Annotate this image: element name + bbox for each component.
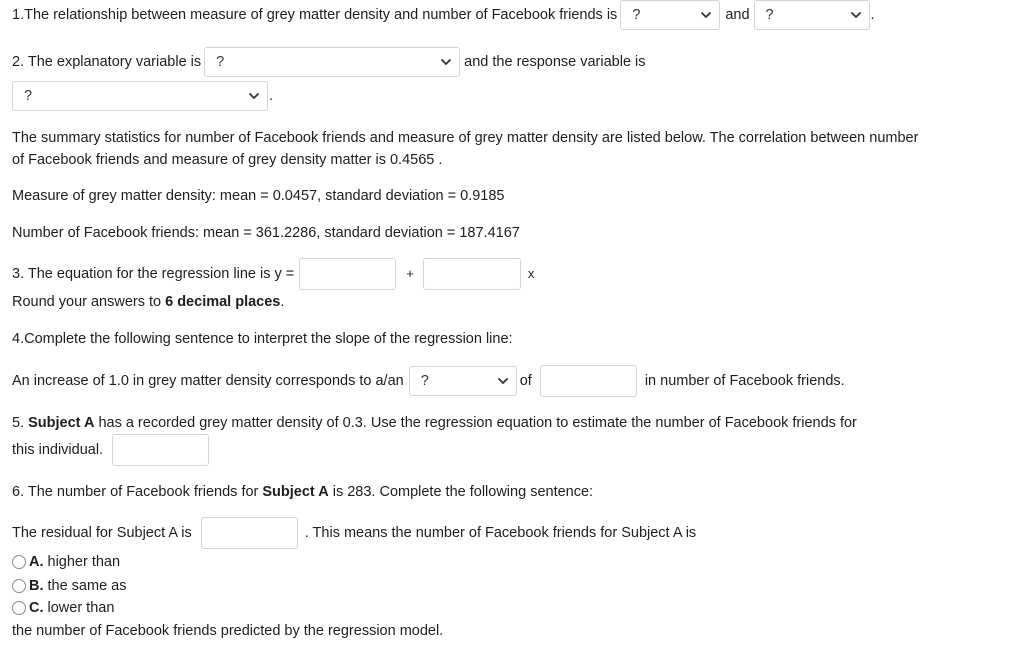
q6-option-c-letter: C.	[29, 600, 44, 616]
q6-residual-row	[12, 517, 696, 549]
q1-and-text: and	[725, 7, 750, 23]
q6-subject-bold: Subject A	[262, 484, 329, 500]
q2-row	[12, 47, 646, 77]
q3-round-suffix: .	[280, 294, 285, 310]
chevron-down-icon	[850, 9, 862, 21]
q6-option-b[interactable]	[12, 577, 127, 595]
q4-prompt-row	[12, 330, 513, 348]
q2-response-select[interactable]	[12, 81, 268, 111]
q6-closing: the number of Facebook friends predicted by the regression model.	[12, 623, 444, 639]
q1-prefix: 1.The relationship between measure of grey matter density and number of Facebook friends is	[12, 7, 618, 23]
q6-row	[12, 483, 593, 501]
q2-response-select-value: ?	[24, 88, 33, 104]
q6-residual-prefix: The residual for Subject A is	[12, 525, 192, 541]
q6-option-a-text: higher than	[47, 554, 121, 570]
q2-prefix: 2. The explanatory variable is	[12, 54, 202, 70]
q2-suffix: .	[269, 88, 274, 104]
q3-x-symbol: x	[527, 266, 535, 281]
q6-closing-row	[12, 622, 443, 640]
q6-option-b-letter: B.	[29, 578, 44, 594]
q6-suffix: is 283. Complete the following sentence:	[332, 484, 594, 500]
q4-change-select-value: ?	[420, 373, 429, 389]
q2-middle-text: and the response variable is	[464, 54, 646, 70]
q4-sentence-prefix: An increase of 1.0 in grey matter density corresponds to a/an	[12, 373, 404, 389]
q1-strength-select-value: ?	[765, 7, 774, 23]
q2-explanatory-select[interactable]	[204, 47, 460, 77]
q4-change-select[interactable]	[409, 366, 517, 396]
q3-prefix: 3. The equation for the regression line is y =	[12, 266, 295, 282]
q3-plus: +	[406, 266, 414, 281]
q5-text: has a recorded grey matter density of 0.3. Use the regression equation to estimate the number of Facebook friends for	[98, 415, 857, 431]
radio-button[interactable]	[12, 579, 26, 593]
chevron-down-icon	[440, 56, 452, 68]
q3-slope-input[interactable]	[423, 258, 521, 290]
q6-prefix: 6. The number of Facebook friends for	[12, 484, 259, 500]
q4-suffix: in number of Facebook friends.	[644, 373, 845, 389]
q5-row	[12, 414, 857, 432]
chevron-down-icon	[248, 90, 260, 102]
q5-subject-bold: Subject A	[28, 415, 95, 431]
q3-round-bold: 6 decimal places	[165, 294, 281, 310]
q5-line2-row	[12, 434, 209, 466]
q4-of-text: of	[519, 373, 532, 389]
q6-option-c[interactable]	[12, 599, 114, 617]
summary-facebook: Number of Facebook friends: mean = 361.2286, standard deviation = 187.4167	[12, 225, 520, 241]
q6-residual-suffix: . This means the number of Facebook friends for Subject A is	[304, 525, 697, 541]
chevron-down-icon	[700, 9, 712, 21]
summary-grey-matter-row	[12, 187, 505, 205]
q3-round-prefix: Round your answers to	[12, 294, 162, 310]
q2-response-row	[12, 81, 273, 111]
q6-option-c-text: lower than	[47, 600, 115, 616]
q3-intercept-input[interactable]	[299, 258, 396, 290]
summary-grey-matter: Measure of grey matter density: mean = 0.0457, standard deviation = 0.9185	[12, 188, 505, 204]
q1-relationship-select-value: ?	[632, 7, 641, 23]
q4-amount-input[interactable]	[540, 365, 637, 397]
q1-relationship-select[interactable]	[620, 0, 720, 30]
q2-explanatory-select-value: ?	[216, 54, 225, 70]
q6-option-b-text: the same as	[47, 578, 127, 594]
q6-option-a[interactable]	[12, 553, 120, 571]
q5-answer-input[interactable]	[112, 434, 209, 466]
radio-button[interactable]	[12, 601, 26, 615]
q1-strength-select[interactable]	[754, 0, 870, 30]
q4-sentence-row	[12, 365, 845, 397]
chevron-down-icon	[497, 375, 509, 387]
radio-button[interactable]	[12, 555, 26, 569]
q5-line2: this individual.	[12, 442, 104, 458]
q6-residual-input[interactable]	[201, 517, 298, 549]
summary-intro: The summary statistics for number of Facebook friends and measure of grey matter density are listed below. The correlation between number of Facebook friends and measure of grey density matter is 0.4565 .	[12, 130, 919, 168]
q3-round-row	[12, 293, 284, 311]
q6-option-a-letter: A.	[29, 554, 44, 570]
q1-suffix: .	[870, 7, 875, 23]
q1-row	[12, 0, 875, 30]
q4-prompt: 4.Complete the following sentence to interpret the slope of the regression line:	[12, 331, 513, 347]
q3-row	[12, 258, 534, 290]
summary-facebook-row	[12, 224, 520, 242]
q5-prefix: 5.	[12, 415, 25, 431]
